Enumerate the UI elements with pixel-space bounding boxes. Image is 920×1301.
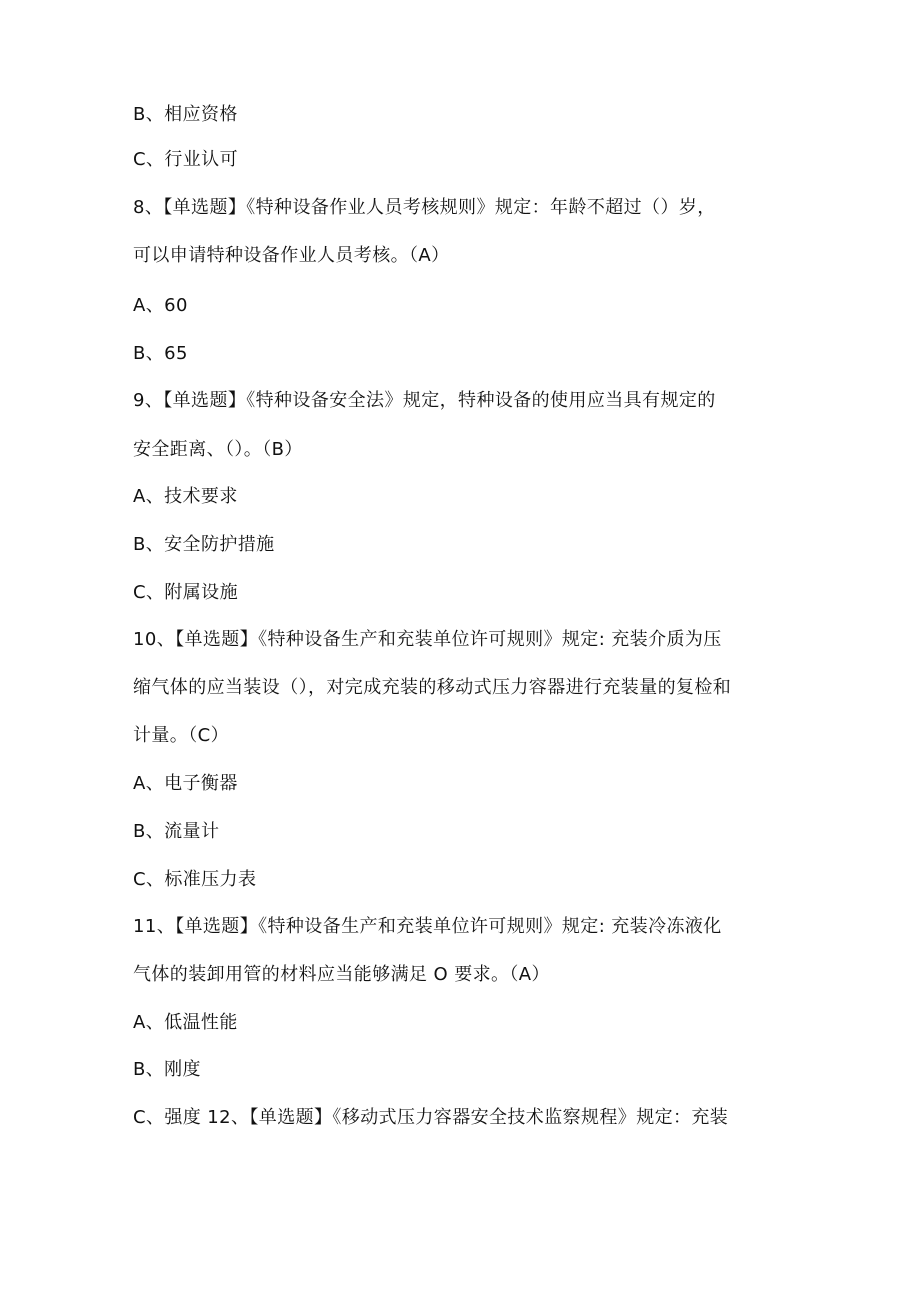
- question-line: 可以申请特种设备作业人员考核。（A）: [133, 245, 450, 266]
- option-line: A、低温性能: [133, 1012, 238, 1033]
- option-line: A、60: [133, 295, 188, 316]
- question-line: 安全距离、（）。（B）: [133, 439, 303, 460]
- question-line: 缩气体的应当装设（），对完成充装的移动式压力容器进行充装量的复检和: [133, 677, 732, 698]
- option-line: B、刚度: [133, 1059, 201, 1080]
- option-line: A、电子衡器: [133, 773, 238, 794]
- option-line: C、行业认可: [133, 149, 238, 170]
- option-line: B、安全防护措施: [133, 534, 275, 555]
- option-line: B、流量计: [133, 821, 220, 842]
- option-line: A、技术要求: [133, 486, 238, 507]
- option-line: B、65: [133, 343, 188, 364]
- option-line: C、标准压力表: [133, 869, 257, 890]
- question-line: 11、【单选题】《特种设备生产和充装单位许可规则》规定: 充装冷冻液化: [133, 916, 722, 937]
- question-line: 气体的装卸用管的材料应当能够满足 O 要求。（A）: [133, 964, 550, 985]
- option-line: B、相应资格: [133, 104, 238, 125]
- question-line: C、强度 12、【单选题】《移动式压力容器安全技术监察规程》规定：充装: [133, 1107, 729, 1128]
- question-line: 9、【单选题】《特种设备安全法》规定，特种设备的使用应当具有规定的: [133, 390, 716, 411]
- question-line: 计量。（C）: [133, 725, 229, 746]
- option-line: C、附属设施: [133, 582, 238, 603]
- question-line: 10、【单选题】《特种设备生产和充装单位许可规则》规定: 充装介质为压: [133, 629, 722, 650]
- question-line: 8、【单选题】《特种设备作业人员考核规则》规定：年龄不超过（）岁，: [133, 197, 716, 218]
